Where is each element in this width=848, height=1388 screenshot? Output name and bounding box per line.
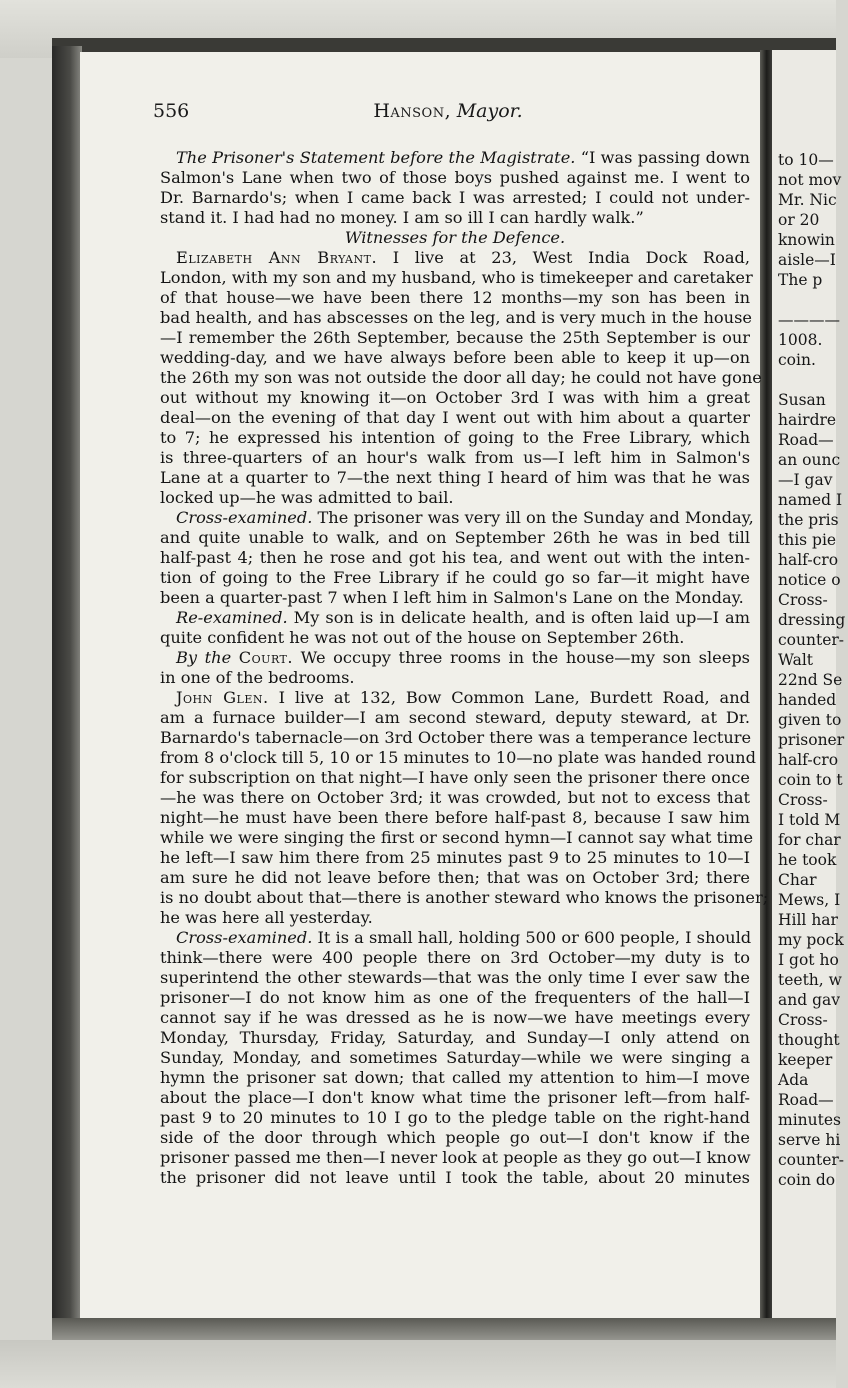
text-line xyxy=(160,788,750,808)
text-run: quite confident he was not out of the house on September 26th. xyxy=(160,628,685,647)
text-line xyxy=(160,668,750,688)
text-line xyxy=(160,248,750,268)
facing-page xyxy=(772,50,846,1322)
facing-page-line: hairdre xyxy=(778,411,837,429)
text-line xyxy=(160,568,750,588)
text-line xyxy=(160,968,750,988)
text-run: am a furnace builder—I am second steward, deputy steward, at Dr. xyxy=(160,708,750,727)
facing-page-line: Cross- xyxy=(778,1011,828,1029)
text-run: superintend the other stewards—that was the only time I ever saw the xyxy=(160,968,750,987)
text-line xyxy=(160,368,762,388)
text-line xyxy=(160,828,754,848)
text-line xyxy=(160,1108,750,1128)
text-line xyxy=(160,928,750,948)
facing-page-line: handed xyxy=(778,691,837,709)
facing-page-line: minutes xyxy=(778,1111,841,1129)
text-run: tion of going to the Free Library if he could go so far—it might have xyxy=(160,568,750,587)
text-line xyxy=(160,528,750,548)
text-line xyxy=(160,1048,750,1068)
text-run: wedding-day, and we have always before been able to keep it up—on xyxy=(160,348,750,367)
scan-background-bottom xyxy=(0,1340,836,1388)
text-run: while we were singing the first or second hymn—I cannot say what time xyxy=(160,828,754,847)
text-run: Dr. Barnardo's; when I came back I was arrested; I could not under- xyxy=(160,188,750,207)
italic-text: Witnesses for the Defence. xyxy=(344,228,566,247)
facing-page-line: Susan xyxy=(778,391,826,409)
facing-page-line: he took xyxy=(778,851,837,869)
text-run: —I remember the 26th September, because the 25th September is our xyxy=(160,328,750,347)
text-run: Monday, Thursday, Friday, Saturday, and Sunday—I only attend on xyxy=(160,1028,750,1047)
text-run: past 9 to 20 minutes to 10 I go to the pledge table on the right-hand xyxy=(160,1108,750,1127)
text-run: My son is in delicate health, and is often laid up—I am xyxy=(287,608,750,627)
text-run: —he was there on October 3rd; it was crowded, but not to excess that xyxy=(160,788,750,807)
text-line xyxy=(160,1088,750,1108)
facing-page-line: keeper xyxy=(778,1051,833,1069)
facing-page-line: Cross- xyxy=(778,591,828,609)
text-line xyxy=(160,688,750,708)
facing-page-line: half-cro xyxy=(778,751,839,769)
text-run: am sure he did not leave before then; that was on October 3rd; there xyxy=(160,868,750,887)
facing-page-line: 1008. xyxy=(778,331,823,349)
text-line xyxy=(160,488,750,508)
text-line xyxy=(160,268,753,288)
text-line xyxy=(160,428,750,448)
text-line xyxy=(160,648,750,668)
text-line xyxy=(160,1028,750,1048)
text-run: he was here all yesterday. xyxy=(160,908,373,927)
text-line xyxy=(160,228,750,248)
text-run: bad health, and has abscesses on the leg, and is very much in the house xyxy=(160,308,752,327)
text-line xyxy=(160,868,750,888)
text-run: prisoner—I do not know him as one of the frequenters of the hall—I xyxy=(160,988,750,1007)
text-run: the prisoner did not leave until I took the table, about 20 minutes xyxy=(160,1168,750,1187)
smallcaps-name: Court. xyxy=(238,648,294,667)
text-run: The prisoner was very ill on the Sunday and Monday, xyxy=(312,508,754,527)
running-head-title: Mayor. xyxy=(456,100,523,122)
facing-page-line xyxy=(778,370,848,390)
text-line xyxy=(160,188,750,208)
facing-page-line: Hill har xyxy=(778,911,838,929)
text-line xyxy=(160,288,750,308)
text-line xyxy=(160,328,750,348)
facing-page-line: coin to t xyxy=(778,771,843,789)
text-run xyxy=(231,648,239,667)
text-run: think—there were 400 people there on 3rd October—my duty is to xyxy=(160,948,750,967)
text-run: “I was passing down xyxy=(575,148,750,167)
italic-text: Re-examined. xyxy=(176,608,288,627)
facing-page-line: —I gav xyxy=(778,471,833,489)
facing-page-line: 22nd Se xyxy=(778,671,843,689)
facing-page-line: I told M xyxy=(778,811,841,829)
text-line xyxy=(160,748,756,768)
facing-page-line: Road— xyxy=(778,431,834,449)
text-run: for subscription on that night—I have only seen the prisoner there once xyxy=(160,768,750,787)
facing-page-line: an ounc xyxy=(778,451,841,469)
text-run: night—he must have been there before half-past 8, because I saw him xyxy=(160,808,750,827)
text-line xyxy=(160,988,750,1008)
text-run: he left—I saw him there from 25 minutes past 9 to 25 minutes to 10—I xyxy=(160,848,750,867)
text-line xyxy=(160,708,750,728)
text-run: We occupy three rooms in the house—my son sleeps xyxy=(293,648,750,667)
facing-page-line: Mr. Nic xyxy=(778,191,837,209)
facing-page-line: knowin xyxy=(778,231,835,249)
facing-page-line: coin do xyxy=(778,1171,836,1189)
text-line xyxy=(160,348,750,368)
text-line xyxy=(160,1008,750,1028)
facing-page-line: counter- xyxy=(778,1151,845,1169)
book-edge-left xyxy=(52,46,82,1346)
facing-page-line: notice o xyxy=(778,571,841,589)
text-line xyxy=(160,1128,750,1148)
text-run: of that house—we have been there 12 months—my son has been in xyxy=(160,288,750,307)
facing-page-line: coin. xyxy=(778,351,816,369)
text-run: half-past 4; then he rose and got his tea, and went out with the inten- xyxy=(160,548,750,567)
text-run: locked up—he was admitted to bail. xyxy=(160,488,454,507)
body-text xyxy=(160,148,769,1188)
text-run: out without my knowing it—on October 3rd I was with him a great xyxy=(160,388,750,407)
facing-page-line: thought xyxy=(778,1031,840,1049)
text-run: Salmon's Lane when two of those boys pushed against me. I went to xyxy=(160,168,750,187)
text-line xyxy=(160,308,750,328)
facing-page-line: ———— xyxy=(778,311,840,329)
facing-page-line: Mews, I xyxy=(778,891,841,909)
facing-page-line: dressing xyxy=(778,611,846,629)
facing-page-line: the pris xyxy=(778,511,839,529)
facing-page-text xyxy=(778,150,848,1190)
page-header xyxy=(153,100,743,130)
text-line xyxy=(160,908,750,928)
text-run: is no doubt about that—there is another steward who knows the prisoner; xyxy=(160,888,769,907)
text-run: Lane at a quarter to 7—the next thing I heard of him was that he was xyxy=(160,468,750,487)
text-line xyxy=(160,208,750,228)
text-line xyxy=(160,548,750,568)
text-line xyxy=(160,448,750,468)
text-line xyxy=(160,508,754,528)
text-line xyxy=(160,948,750,968)
text-run: Barnardo's tabernacle—on 3rd October there was a temperance lecture xyxy=(160,728,752,747)
facing-page-line: The p xyxy=(778,271,823,289)
text-run: Sunday, Monday, and sometimes Saturday—while we were singing a xyxy=(160,1048,750,1067)
text-line xyxy=(160,808,750,828)
running-head xyxy=(153,100,743,122)
text-line xyxy=(160,628,750,648)
italic-text: The Prisoner's Statement before the Magistrate. xyxy=(176,148,576,167)
text-run: to 7; he expressed his intention of going to the Free Library, which xyxy=(160,428,750,447)
text-run: the 26th my son was not outside the door all day; he could not have gone xyxy=(160,368,762,387)
text-line xyxy=(160,608,750,628)
facing-page-line: this pie xyxy=(778,531,837,549)
text-run: I live at 132, Bow Common Lane, Burdett Road, and xyxy=(268,688,750,707)
text-run: in one of the bedrooms. xyxy=(160,668,355,687)
facing-page-line: counter- xyxy=(778,631,845,649)
facing-page-line: my pock xyxy=(778,931,844,949)
text-run: from 8 o'clock till 5, 10 or 15 minutes to 10—no plate was handed round xyxy=(160,748,756,767)
italic-text: Cross-examined. xyxy=(176,928,313,947)
facing-page-line: half-cro xyxy=(778,551,839,569)
text-line xyxy=(160,768,750,788)
italic-text: Cross-examined. xyxy=(176,508,313,527)
text-line xyxy=(160,468,750,488)
text-line xyxy=(160,888,769,908)
text-run: It is a small hall, holding 500 or 600 people, I should xyxy=(312,928,752,947)
text-line xyxy=(160,1068,750,1088)
facing-page-line: Road— xyxy=(778,1091,834,1109)
facing-page-line: to 10— xyxy=(778,151,834,169)
text-run: and quite unable to walk, and on September 26th he was in bed till xyxy=(160,528,750,547)
facing-page-line: not mov xyxy=(778,171,842,189)
facing-page-line: for char xyxy=(778,831,841,849)
text-run: hymn the prisoner sat down; that called my attention to him—I move xyxy=(160,1068,750,1087)
text-line xyxy=(160,1168,750,1188)
running-head-separator: , xyxy=(444,100,457,122)
running-head-name: Hanson xyxy=(373,100,445,122)
facing-page-line: teeth, w xyxy=(778,971,842,989)
facing-page-line: serve hi xyxy=(778,1131,841,1149)
text-run: about the place—I don't know what time the prisoner left—from half- xyxy=(160,1088,750,1107)
text-line xyxy=(160,388,750,408)
smallcaps-name: John Glen. xyxy=(176,688,269,707)
text-run: prisoner passed me then—I never look at people as they go out—I know xyxy=(160,1148,751,1167)
text-run: deal—on the evening of that day I went out with him about a quarter xyxy=(160,408,750,427)
text-run: is three-quarters of an hour's walk from us—I left him in Salmon's xyxy=(160,448,750,467)
facing-page-line: and gav xyxy=(778,991,840,1009)
facing-page-line: or 20 xyxy=(778,211,820,229)
text-run: side of the door through which people go out—I don't know if the xyxy=(160,1128,750,1147)
text-run: cannot say if he was dressed as he is now—we have meetings every xyxy=(160,1008,750,1027)
text-line xyxy=(160,588,750,608)
italic-text: By the xyxy=(176,648,232,667)
text-line xyxy=(160,728,750,748)
facing-page-line: Walt xyxy=(778,651,814,669)
text-run: I live at 23, West India Dock Road, xyxy=(377,248,750,267)
facing-page-line: Char xyxy=(778,871,817,889)
smallcaps-name: Elizabeth Ann Bryant. xyxy=(176,248,378,267)
page-number: 556 xyxy=(153,100,190,122)
text-line xyxy=(160,148,750,168)
facing-page-line: named I xyxy=(778,491,843,509)
text-line xyxy=(160,848,750,868)
facing-page-line: aisle—I xyxy=(778,251,836,269)
text-line xyxy=(160,1148,750,1168)
facing-page-line: I got ho xyxy=(778,951,839,969)
facing-page-line xyxy=(778,290,848,310)
text-line xyxy=(160,168,750,188)
facing-page-line: given to xyxy=(778,711,842,729)
book-gutter xyxy=(760,50,772,1325)
text-line xyxy=(160,408,750,428)
text-run: London, with my son and my husband, who is timekeeper and caretaker xyxy=(160,268,753,287)
facing-page-line: Cross- xyxy=(778,791,828,809)
facing-page-line: prisoner xyxy=(778,731,845,749)
text-run: been a quarter-past 7 when I left him in Salmon's Lane on the Monday. xyxy=(160,588,744,607)
facing-page-line: Ada xyxy=(778,1071,809,1089)
text-run: stand it. I had had no money. I am so ill I can hardly walk.” xyxy=(160,208,644,227)
